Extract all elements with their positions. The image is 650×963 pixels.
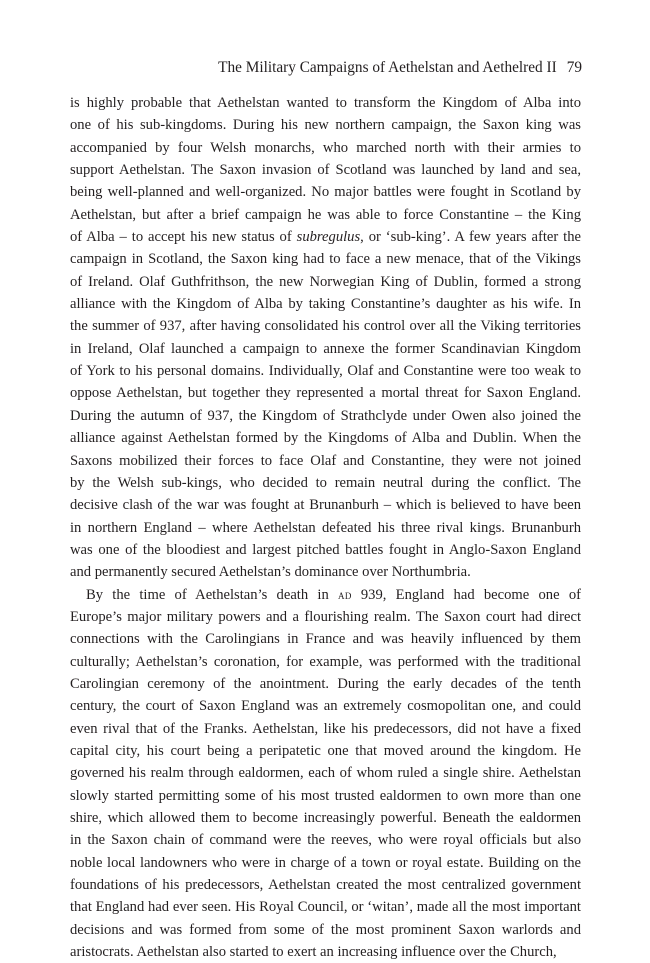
text-line: foundations of his predecessors, Aethelstan created the most centralized government (70, 877, 581, 894)
text-line: noble local landowners who were in charge of a town or royal estate. Building on the (70, 854, 581, 871)
text-line: Europe’s major military powers and a flourishing realm. The Saxon court had direct (70, 608, 581, 625)
text-line: alliance against Aethelstan formed by the Kingdoms of Alba and Dublin. When the (70, 430, 581, 447)
text-line: decisions and was formed from some of the most prominent Saxon warlords and (70, 921, 581, 938)
text-line: shire, which allowed them to become increasingly powerful. Beneath the ealdormen (70, 810, 581, 826)
text-line: is highly probable that Aethelstan wanted to transform the Kingdom of Alba into (70, 95, 581, 111)
paragraph-1 (70, 92, 581, 584)
text-line: was one of the bloodiest and largest pitched battles fought in Anglo-Saxon England (70, 541, 581, 558)
running-head-title: The Military Campaigns of Aethelstan and Aethelred II (218, 59, 557, 76)
text-line (70, 584, 581, 606)
text-line: in northern England – where Aethelstan defeated his three rival kings. Brunanburh (70, 519, 581, 536)
text-line: Aethelstan, but after a brief campaign he was able to force Constantine – the King (70, 206, 581, 223)
text-line: in the Saxon chain of command were the reeves, who were royal officials but also (70, 832, 581, 849)
text-line: Saxons mobilized their forces to face Olaf and Constantine, they were not joined (70, 452, 581, 469)
text-line: governed his realm through ealdormen, each of whom ruled a single shire. Aethelstan (70, 765, 581, 782)
text-line: being well-planned and well-organized. No major battles were fought in Scotland by (70, 184, 581, 201)
text-line: century, the court of Saxon England was an extremely cosmopolitan one, and could (70, 698, 581, 715)
body-text (70, 92, 581, 963)
text-run: of Alba – to accept his new status of (70, 229, 297, 246)
text-line: oppose Aethelstan, but together they represented a mortal threat for Saxon England. (70, 385, 581, 402)
text-line: that England had ever seen. His Royal Council, or ‘witan’, made all the most important (70, 899, 581, 916)
italic-term: subregulus (296, 229, 361, 246)
text-line: During the autumn of 937, the Kingdom of Strathclyde under Owen also joined the (70, 407, 581, 424)
text-line: decisive clash of the war was fought at Brunanburh – which is believed to have been (70, 497, 581, 514)
text-line: by the Welsh sub-kings, who decided to remain neutral during the conflict. The (70, 474, 581, 491)
text-run: By the time of Aethelstan’s death in (86, 586, 339, 603)
text-line: Carolingian ceremony of the anointment. During the early decades of the tenth (70, 675, 581, 692)
paragraph-2 (70, 584, 581, 963)
small-caps-era: ad (338, 586, 352, 602)
text-line (70, 226, 581, 248)
text-line: of York to his personal domains. Individually, Olaf and Constantine were too weak to (70, 363, 581, 380)
text-line: aristocrats. Aethelstan also started to exert an increasing influence over the Church, (70, 944, 557, 961)
text-line: capital city, his court being a peripatetic one that moved around the kingdom. He (70, 742, 581, 759)
running-head (218, 58, 582, 78)
text-line: alliance with the Kingdom of Alba by taking Constantine’s daughter as his wife. In (70, 296, 581, 313)
text-line: the summer of 937, after having consolidated his control over all the Viking territories (70, 318, 581, 335)
text-line: slowly started permitting some of his most trusted ealdormen to own more than one (70, 787, 581, 804)
text-line: of Ireland. Olaf Guthfrithson, the new Norwegian King of Dublin, formed a strong (70, 273, 581, 290)
text-run: , or ‘sub-king’. A few years after the (360, 229, 581, 246)
text-line: even rival that of the Franks. Aethelstan, like his predecessors, did not have a fixed (70, 720, 581, 737)
text-line: in Ireland, Olaf launched a campaign to annexe the former Scandinavian Kingdom (70, 340, 581, 357)
text-line: accompanied by four Welsh monarchs, who marched north with their armies to (70, 139, 581, 156)
text-line: culturally; Aethelstan’s coronation, for example, was performed with the traditional (70, 653, 581, 670)
text-line: one of his sub-kingdoms. During his new northern campaign, the Saxon king was (70, 117, 581, 134)
text-line: connections with the Carolingians in France and was heavily influenced by them (70, 631, 581, 648)
page-number: 79 (566, 59, 582, 76)
text-line: and permanently secured Aethelstan’s dominance over Northumbria. (70, 564, 471, 581)
text-line: campaign in Scotland, the Saxon king had to face a new menace, that of the Vikings (70, 251, 581, 268)
text-run: 939, England had become one of (351, 586, 581, 603)
text-line: support Aethelstan. The Saxon invasion of Scotland was launched by land and sea, (70, 162, 581, 179)
